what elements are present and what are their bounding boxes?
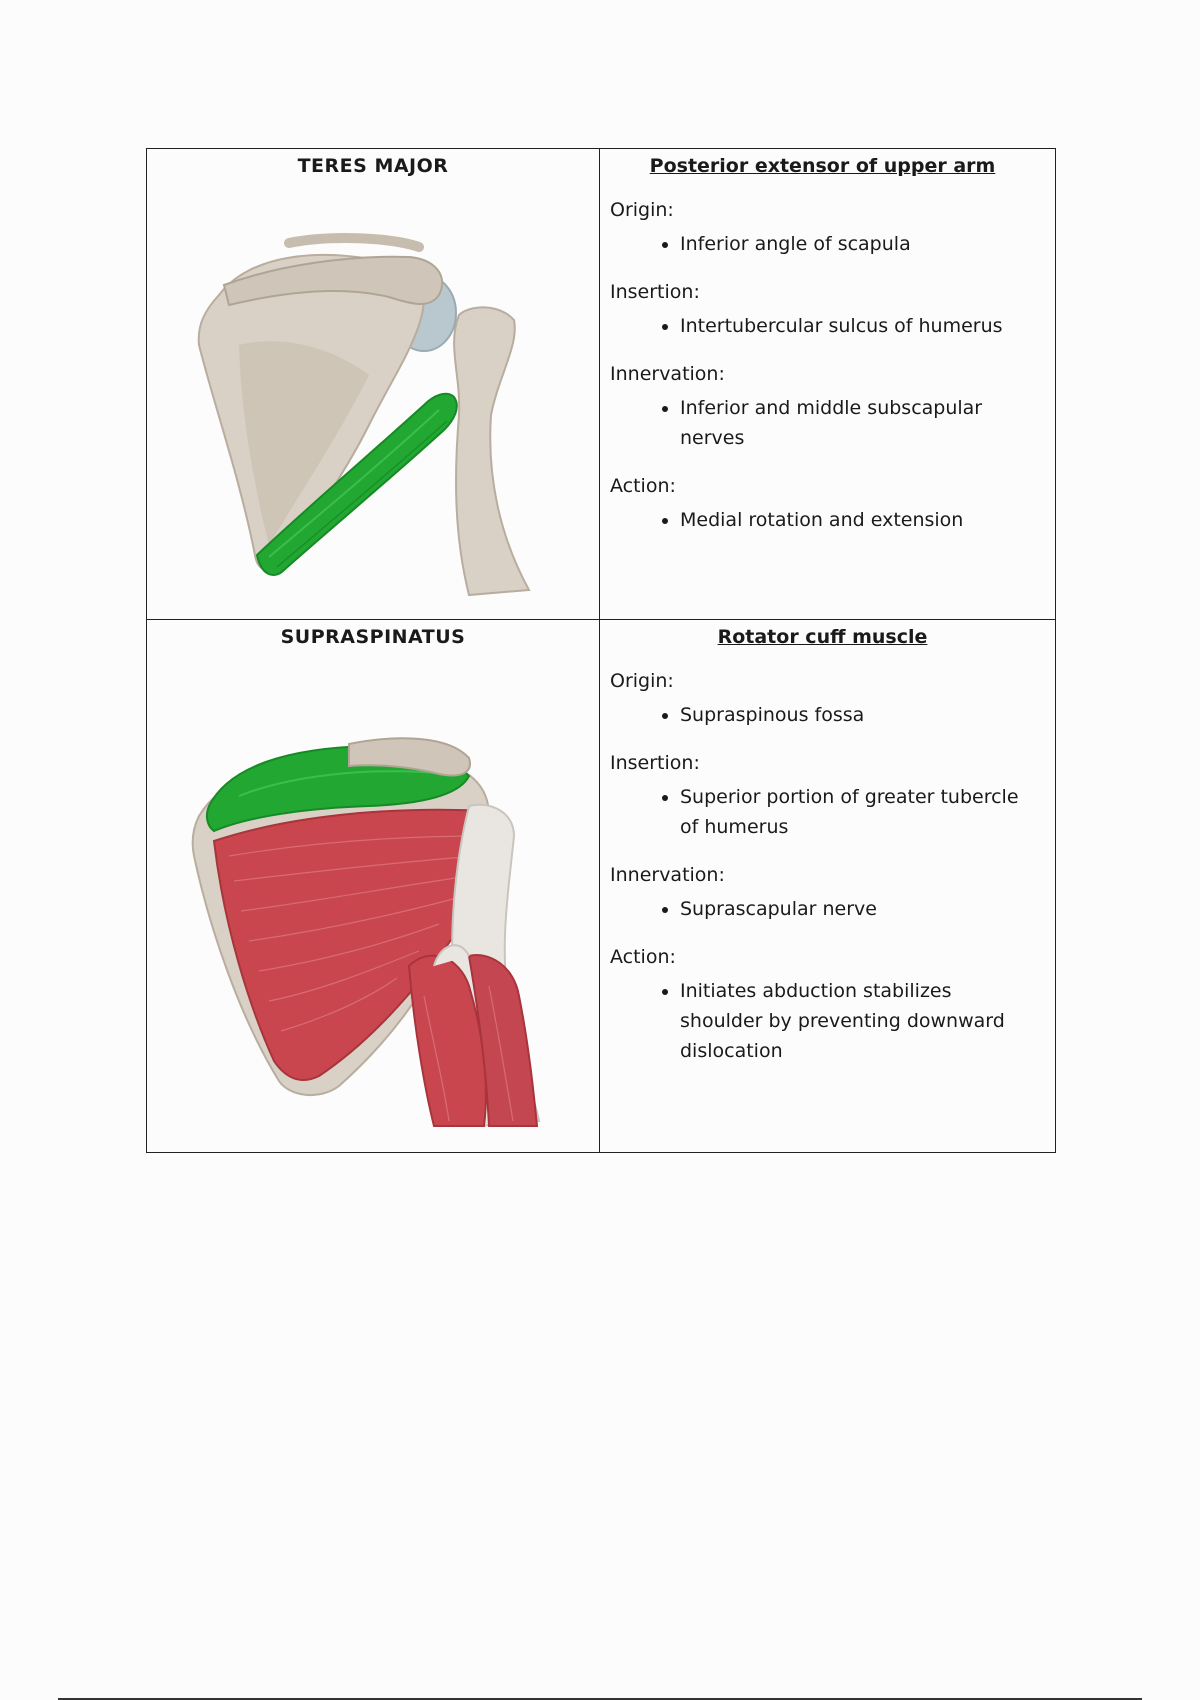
action-label: Action: [610, 475, 676, 497]
origin-section [610, 199, 1035, 259]
teres-major-illustration [169, 185, 569, 605]
muscle-table [146, 148, 1056, 1153]
action-label: Action: [610, 946, 676, 968]
insertion-section [610, 281, 1035, 341]
insertion-label: Insertion: [610, 752, 700, 774]
list-item: • Intertubercular sulcus of humerus [680, 311, 1035, 341]
innervation-section [610, 363, 1035, 453]
illustration-cell [147, 149, 600, 619]
illustration-cell [147, 620, 600, 1152]
muscle-name: SUPRASPINATUS [280, 626, 466, 648]
list-item: • Inferior and middle subscapular nerves [680, 393, 1035, 453]
muscle-heading: Posterior extensor of upper arm [649, 155, 996, 177]
insertion-section [610, 752, 1035, 842]
action-section [610, 946, 1035, 1066]
origin-section [610, 670, 1035, 730]
innervation-section [610, 864, 1035, 924]
list-item: • Inferior angle of scapula [680, 229, 1035, 259]
list-item: • Suprascapular nerve [680, 894, 1035, 924]
description-cell [600, 149, 1055, 619]
description-cell [600, 620, 1055, 1152]
footer-rule [58, 1698, 1142, 1700]
innervation-label: Innervation: [610, 864, 725, 886]
insertion-label: Insertion: [610, 281, 700, 303]
table-row [147, 620, 1055, 1152]
muscle-heading: Rotator cuff muscle [717, 626, 928, 648]
origin-label: Origin: [610, 199, 674, 221]
origin-label: Origin: [610, 670, 674, 692]
list-item: • Superior portion of greater tubercle of humerus [680, 782, 1035, 842]
muscle-name: TERES MAJOR [297, 155, 449, 177]
list-item: • Medial rotation and extension [680, 505, 1035, 535]
list-item: • Supraspinous fossa [680, 700, 1035, 730]
list-item: • Initiates abduction stabilizes shoulder by preventing downward dislocation [680, 976, 1035, 1066]
table-row [147, 149, 1055, 620]
action-section [610, 475, 1035, 535]
supraspinatus-illustration [169, 666, 569, 1136]
innervation-label: Innervation: [610, 363, 725, 385]
